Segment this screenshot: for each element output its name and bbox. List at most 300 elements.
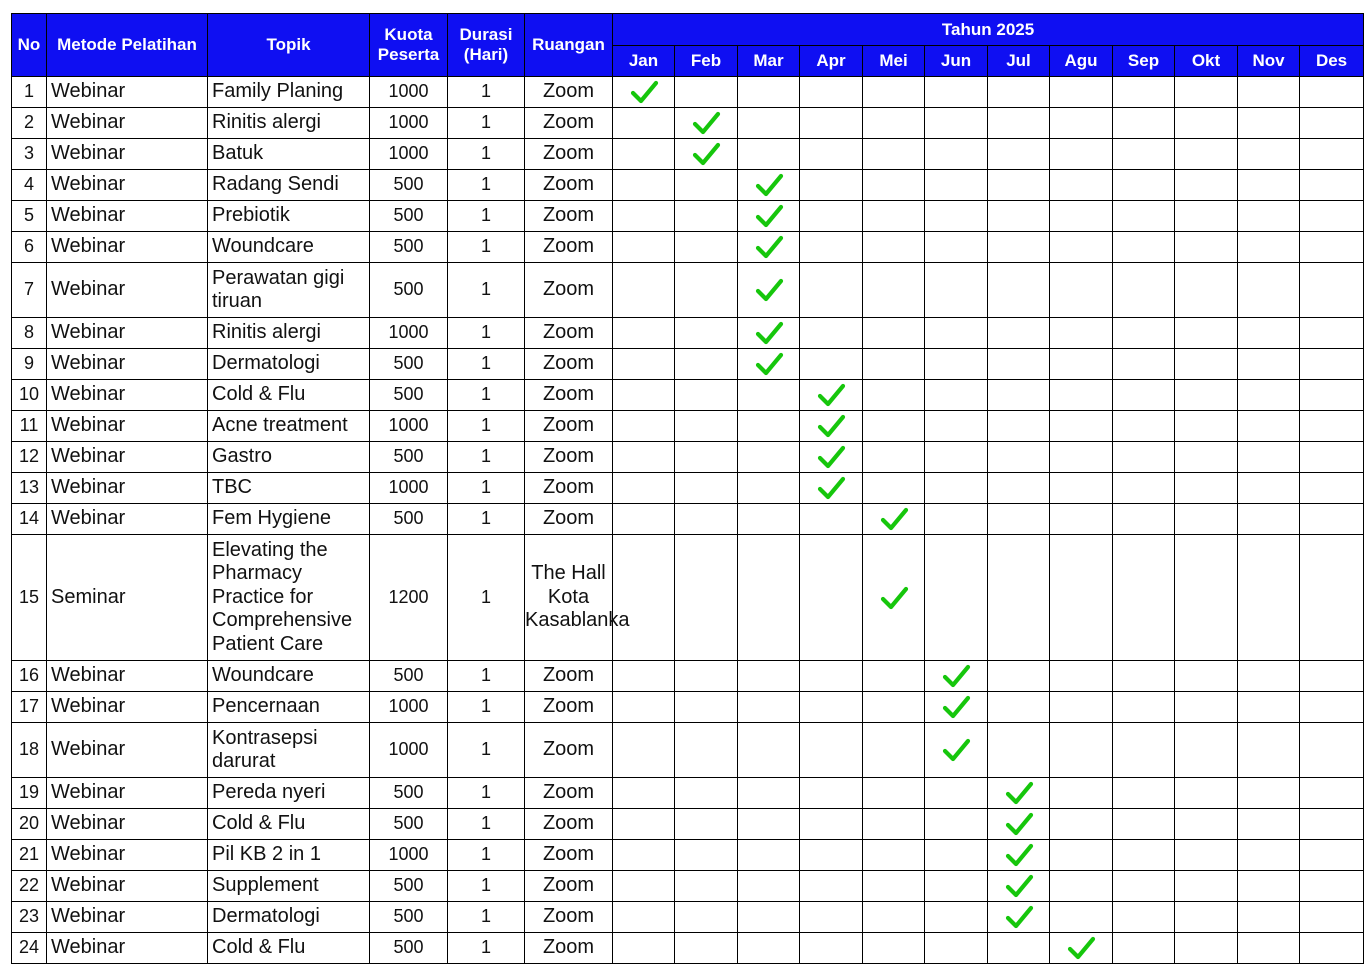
month-cell-jan bbox=[613, 411, 675, 442]
month-cell-jan bbox=[613, 232, 675, 263]
durasi-cell: 1 bbox=[448, 442, 525, 473]
durasi-cell: 1 bbox=[448, 77, 525, 108]
kuota-cell: 500 bbox=[370, 170, 448, 201]
month-cell-okt bbox=[1175, 504, 1238, 535]
month-cell-sep bbox=[1113, 77, 1175, 108]
metode-cell: Webinar bbox=[47, 902, 208, 933]
month-cell-nov bbox=[1238, 473, 1300, 504]
month-cell-nov bbox=[1238, 201, 1300, 232]
month-cell-feb bbox=[675, 809, 738, 840]
month-cell-okt bbox=[1175, 809, 1238, 840]
month-cell-jul bbox=[988, 108, 1050, 139]
topik-cell: Supplement bbox=[208, 871, 370, 902]
month-cell-jan bbox=[613, 380, 675, 411]
ruangan-cell: Zoom bbox=[525, 380, 613, 411]
table-row bbox=[12, 442, 1364, 473]
month-cell-apr bbox=[800, 692, 863, 723]
month-cell-okt bbox=[1175, 442, 1238, 473]
month-cell-apr bbox=[800, 723, 863, 778]
month-cell-apr bbox=[800, 871, 863, 902]
month-cell-jul bbox=[988, 380, 1050, 411]
table-row bbox=[12, 933, 1364, 964]
check-icon bbox=[754, 276, 784, 304]
month-cell-sep bbox=[1113, 933, 1175, 964]
metode-cell: Webinar bbox=[47, 504, 208, 535]
ruangan-cell: Zoom bbox=[525, 473, 613, 504]
month-cell-sep bbox=[1113, 263, 1175, 318]
topik-cell: Pencernaan bbox=[208, 692, 370, 723]
topik-cell: Woundcare bbox=[208, 661, 370, 692]
month-cell-apr bbox=[800, 442, 863, 473]
month-cell-nov bbox=[1238, 263, 1300, 318]
month-cell-apr bbox=[800, 318, 863, 349]
month-cell-jul bbox=[988, 442, 1050, 473]
check-icon bbox=[1004, 841, 1034, 869]
no-cell: 19 bbox=[12, 778, 47, 809]
month-cell-jun bbox=[925, 933, 988, 964]
kuota-cell: 1000 bbox=[370, 473, 448, 504]
month-cell-jan bbox=[613, 778, 675, 809]
durasi-cell: 1 bbox=[448, 840, 525, 871]
table-row bbox=[12, 902, 1364, 933]
month-cell-sep bbox=[1113, 661, 1175, 692]
no-cell: 11 bbox=[12, 411, 47, 442]
month-cell-jun bbox=[925, 504, 988, 535]
month-cell-jan bbox=[613, 504, 675, 535]
month-cell-sep bbox=[1113, 442, 1175, 473]
check-icon bbox=[754, 202, 784, 230]
kuota-cell: 1000 bbox=[370, 723, 448, 778]
durasi-cell: 1 bbox=[448, 692, 525, 723]
metode-cell: Webinar bbox=[47, 318, 208, 349]
month-cell-nov bbox=[1238, 723, 1300, 778]
month-cell-sep bbox=[1113, 318, 1175, 349]
kuota-cell: 1000 bbox=[370, 139, 448, 170]
month-cell-jan bbox=[613, 661, 675, 692]
month-cell-apr bbox=[800, 380, 863, 411]
header-ruangan: Ruangan bbox=[525, 14, 613, 77]
durasi-cell: 1 bbox=[448, 318, 525, 349]
month-cell-feb bbox=[675, 108, 738, 139]
month-cell-jun bbox=[925, 778, 988, 809]
topik-cell: Radang Sendi bbox=[208, 170, 370, 201]
metode-cell: Webinar bbox=[47, 139, 208, 170]
topik-cell: Cold & Flu bbox=[208, 933, 370, 964]
month-cell-jun bbox=[925, 318, 988, 349]
topik-cell: Batuk bbox=[208, 139, 370, 170]
no-cell: 16 bbox=[12, 661, 47, 692]
month-cell-mei bbox=[863, 411, 925, 442]
kuota-cell: 1000 bbox=[370, 77, 448, 108]
month-cell-mei bbox=[863, 232, 925, 263]
month-cell-mar bbox=[738, 170, 800, 201]
month-cell-mei bbox=[863, 535, 925, 661]
check-icon bbox=[1004, 810, 1034, 838]
month-cell-jan bbox=[613, 318, 675, 349]
month-cell-jan bbox=[613, 170, 675, 201]
month-cell-mei bbox=[863, 902, 925, 933]
month-cell-mar bbox=[738, 840, 800, 871]
month-cell-des bbox=[1300, 411, 1364, 442]
metode-cell: Webinar bbox=[47, 723, 208, 778]
month-cell-okt bbox=[1175, 692, 1238, 723]
kuota-cell: 500 bbox=[370, 380, 448, 411]
month-cell-mei bbox=[863, 692, 925, 723]
month-cell-mar bbox=[738, 473, 800, 504]
no-cell: 1 bbox=[12, 77, 47, 108]
month-cell-agu bbox=[1050, 840, 1113, 871]
ruangan-cell: Zoom bbox=[525, 661, 613, 692]
month-cell-jan bbox=[613, 809, 675, 840]
metode-cell: Webinar bbox=[47, 349, 208, 380]
month-cell-agu bbox=[1050, 380, 1113, 411]
metode-cell: Webinar bbox=[47, 871, 208, 902]
month-cell-apr bbox=[800, 108, 863, 139]
month-cell-nov bbox=[1238, 692, 1300, 723]
ruangan-cell: Zoom bbox=[525, 933, 613, 964]
month-cell-nov bbox=[1238, 840, 1300, 871]
month-cell-mar bbox=[738, 201, 800, 232]
month-cell-agu bbox=[1050, 442, 1113, 473]
month-cell-jul bbox=[988, 902, 1050, 933]
month-cell-des bbox=[1300, 902, 1364, 933]
check-icon bbox=[754, 171, 784, 199]
month-cell-okt bbox=[1175, 77, 1238, 108]
month-cell-nov bbox=[1238, 139, 1300, 170]
month-cell-mei bbox=[863, 504, 925, 535]
month-cell-apr bbox=[800, 263, 863, 318]
metode-cell: Webinar bbox=[47, 201, 208, 232]
metode-cell: Webinar bbox=[47, 77, 208, 108]
header-durasi: Durasi (Hari) bbox=[448, 14, 525, 77]
month-cell-sep bbox=[1113, 902, 1175, 933]
month-cell-feb bbox=[675, 473, 738, 504]
topik-cell: Cold & Flu bbox=[208, 380, 370, 411]
month-cell-apr bbox=[800, 535, 863, 661]
month-cell-apr bbox=[800, 201, 863, 232]
month-cell-agu bbox=[1050, 318, 1113, 349]
month-cell-nov bbox=[1238, 380, 1300, 411]
month-cell-apr bbox=[800, 902, 863, 933]
month-cell-mar bbox=[738, 661, 800, 692]
month-cell-mar bbox=[738, 349, 800, 380]
month-cell-jan bbox=[613, 692, 675, 723]
topik-cell: Acne treatment bbox=[208, 411, 370, 442]
month-cell-apr bbox=[800, 840, 863, 871]
durasi-cell: 1 bbox=[448, 411, 525, 442]
month-cell-mar bbox=[738, 232, 800, 263]
month-cell-des bbox=[1300, 661, 1364, 692]
month-cell-jul bbox=[988, 411, 1050, 442]
ruangan-cell: Zoom bbox=[525, 778, 613, 809]
check-icon bbox=[754, 233, 784, 261]
header-metode: Metode Pelatihan bbox=[47, 14, 208, 77]
month-cell-des bbox=[1300, 318, 1364, 349]
ruangan-cell: Zoom bbox=[525, 692, 613, 723]
month-cell-feb bbox=[675, 840, 738, 871]
no-cell: 23 bbox=[12, 902, 47, 933]
month-cell-mar bbox=[738, 723, 800, 778]
month-cell-agu bbox=[1050, 201, 1113, 232]
month-cell-jan bbox=[613, 263, 675, 318]
month-cell-jun bbox=[925, 692, 988, 723]
no-cell: 4 bbox=[12, 170, 47, 201]
month-cell-sep bbox=[1113, 349, 1175, 380]
table-row bbox=[12, 504, 1364, 535]
month-cell-agu bbox=[1050, 871, 1113, 902]
month-cell-nov bbox=[1238, 933, 1300, 964]
month-cell-jan bbox=[613, 108, 675, 139]
month-cell-okt bbox=[1175, 723, 1238, 778]
durasi-cell: 1 bbox=[448, 871, 525, 902]
month-cell-jul bbox=[988, 723, 1050, 778]
month-cell-des bbox=[1300, 232, 1364, 263]
durasi-cell: 1 bbox=[448, 380, 525, 411]
topik-cell: Rinitis alergi bbox=[208, 318, 370, 349]
month-cell-jun bbox=[925, 473, 988, 504]
month-cell-mar bbox=[738, 411, 800, 442]
metode-cell: Webinar bbox=[47, 778, 208, 809]
month-cell-apr bbox=[800, 778, 863, 809]
month-cell-feb bbox=[675, 442, 738, 473]
no-cell: 2 bbox=[12, 108, 47, 139]
kuota-cell: 500 bbox=[370, 902, 448, 933]
table-row bbox=[12, 318, 1364, 349]
month-cell-mar bbox=[738, 139, 800, 170]
month-cell-jun bbox=[925, 139, 988, 170]
durasi-cell: 1 bbox=[448, 232, 525, 263]
kuota-cell: 500 bbox=[370, 778, 448, 809]
month-cell-feb bbox=[675, 411, 738, 442]
month-cell-jan bbox=[613, 902, 675, 933]
month-cell-apr bbox=[800, 411, 863, 442]
month-cell-agu bbox=[1050, 411, 1113, 442]
month-cell-feb bbox=[675, 77, 738, 108]
month-cell-apr bbox=[800, 77, 863, 108]
month-cell-jul bbox=[988, 692, 1050, 723]
metode-cell: Webinar bbox=[47, 170, 208, 201]
no-cell: 14 bbox=[12, 504, 47, 535]
no-cell: 6 bbox=[12, 232, 47, 263]
month-cell-okt bbox=[1175, 263, 1238, 318]
month-cell-nov bbox=[1238, 170, 1300, 201]
ruangan-cell: Zoom bbox=[525, 108, 613, 139]
month-cell-sep bbox=[1113, 139, 1175, 170]
month-cell-agu bbox=[1050, 349, 1113, 380]
no-cell: 13 bbox=[12, 473, 47, 504]
month-cell-jun bbox=[925, 871, 988, 902]
month-cell-jun bbox=[925, 535, 988, 661]
month-cell-mei bbox=[863, 809, 925, 840]
month-cell-agu bbox=[1050, 232, 1113, 263]
month-cell-sep bbox=[1113, 840, 1175, 871]
month-cell-jan bbox=[613, 442, 675, 473]
topik-cell: TBC bbox=[208, 473, 370, 504]
durasi-cell: 1 bbox=[448, 263, 525, 318]
month-cell-okt bbox=[1175, 871, 1238, 902]
month-cell-okt bbox=[1175, 349, 1238, 380]
month-cell-feb bbox=[675, 871, 738, 902]
month-cell-okt bbox=[1175, 411, 1238, 442]
training-schedule-table bbox=[11, 13, 1364, 964]
ruangan-cell: Zoom bbox=[525, 318, 613, 349]
month-cell-feb bbox=[675, 723, 738, 778]
check-icon bbox=[816, 474, 846, 502]
month-cell-jun bbox=[925, 232, 988, 263]
month-cell-sep bbox=[1113, 380, 1175, 411]
month-cell-agu bbox=[1050, 535, 1113, 661]
month-header-jul: Jul bbox=[988, 46, 1050, 77]
month-cell-okt bbox=[1175, 108, 1238, 139]
month-cell-nov bbox=[1238, 535, 1300, 661]
ruangan-cell: Zoom bbox=[525, 349, 613, 380]
month-cell-jun bbox=[925, 840, 988, 871]
topik-cell: Elevating the Pharmacy Practice for Comprehensive Patient Care bbox=[208, 535, 370, 661]
topik-cell: Family Planing bbox=[208, 77, 370, 108]
month-cell-feb bbox=[675, 504, 738, 535]
ruangan-cell: Zoom bbox=[525, 139, 613, 170]
table-row bbox=[12, 201, 1364, 232]
month-cell-sep bbox=[1113, 411, 1175, 442]
month-cell-mar bbox=[738, 504, 800, 535]
month-cell-jan bbox=[613, 723, 675, 778]
check-icon bbox=[1004, 779, 1034, 807]
month-cell-jun bbox=[925, 809, 988, 840]
month-cell-jul bbox=[988, 933, 1050, 964]
metode-cell: Webinar bbox=[47, 108, 208, 139]
month-cell-jul bbox=[988, 349, 1050, 380]
month-cell-des bbox=[1300, 77, 1364, 108]
check-icon bbox=[1004, 872, 1034, 900]
check-icon bbox=[816, 443, 846, 471]
topik-cell: Pereda nyeri bbox=[208, 778, 370, 809]
table-row bbox=[12, 871, 1364, 902]
durasi-cell: 1 bbox=[448, 933, 525, 964]
no-cell: 5 bbox=[12, 201, 47, 232]
month-header-okt: Okt bbox=[1175, 46, 1238, 77]
topik-cell: Kontrasepsi darurat bbox=[208, 723, 370, 778]
no-cell: 3 bbox=[12, 139, 47, 170]
ruangan-cell: The Hall Kota Kasablanka bbox=[525, 535, 613, 661]
table-row bbox=[12, 809, 1364, 840]
metode-cell: Webinar bbox=[47, 232, 208, 263]
metode-cell: Webinar bbox=[47, 692, 208, 723]
ruangan-cell: Zoom bbox=[525, 232, 613, 263]
no-cell: 21 bbox=[12, 840, 47, 871]
month-cell-jul bbox=[988, 170, 1050, 201]
month-cell-apr bbox=[800, 809, 863, 840]
month-cell-nov bbox=[1238, 778, 1300, 809]
table-row bbox=[12, 411, 1364, 442]
no-cell: 22 bbox=[12, 871, 47, 902]
ruangan-cell: Zoom bbox=[525, 723, 613, 778]
month-cell-des bbox=[1300, 933, 1364, 964]
month-cell-des bbox=[1300, 263, 1364, 318]
month-cell-agu bbox=[1050, 504, 1113, 535]
month-cell-jun bbox=[925, 77, 988, 108]
month-cell-jul bbox=[988, 840, 1050, 871]
month-cell-nov bbox=[1238, 77, 1300, 108]
month-cell-mar bbox=[738, 902, 800, 933]
month-cell-sep bbox=[1113, 108, 1175, 139]
table-row bbox=[12, 139, 1364, 170]
table-row bbox=[12, 723, 1364, 778]
table-row bbox=[12, 778, 1364, 809]
month-cell-okt bbox=[1175, 380, 1238, 411]
metode-cell: Webinar bbox=[47, 263, 208, 318]
ruangan-cell: Zoom bbox=[525, 871, 613, 902]
kuota-cell: 500 bbox=[370, 504, 448, 535]
durasi-cell: 1 bbox=[448, 201, 525, 232]
month-cell-des bbox=[1300, 535, 1364, 661]
table-row bbox=[12, 380, 1364, 411]
month-cell-agu bbox=[1050, 778, 1113, 809]
month-cell-des bbox=[1300, 723, 1364, 778]
month-cell-jun bbox=[925, 902, 988, 933]
month-cell-sep bbox=[1113, 535, 1175, 661]
no-cell: 10 bbox=[12, 380, 47, 411]
month-cell-jun bbox=[925, 411, 988, 442]
month-header-mar: Mar bbox=[738, 46, 800, 77]
no-cell: 9 bbox=[12, 349, 47, 380]
month-cell-jan bbox=[613, 473, 675, 504]
month-cell-feb bbox=[675, 902, 738, 933]
month-cell-des bbox=[1300, 778, 1364, 809]
month-cell-okt bbox=[1175, 170, 1238, 201]
month-cell-okt bbox=[1175, 201, 1238, 232]
check-icon bbox=[879, 505, 909, 533]
check-icon bbox=[1004, 903, 1034, 931]
month-cell-sep bbox=[1113, 723, 1175, 778]
durasi-cell: 1 bbox=[448, 170, 525, 201]
kuota-cell: 500 bbox=[370, 809, 448, 840]
month-cell-mei bbox=[863, 139, 925, 170]
month-cell-jun bbox=[925, 170, 988, 201]
no-cell: 24 bbox=[12, 933, 47, 964]
month-cell-mei bbox=[863, 871, 925, 902]
month-cell-jul bbox=[988, 139, 1050, 170]
month-cell-sep bbox=[1113, 778, 1175, 809]
durasi-cell: 1 bbox=[448, 723, 525, 778]
month-cell-okt bbox=[1175, 318, 1238, 349]
month-cell-nov bbox=[1238, 232, 1300, 263]
topik-cell: Dermatologi bbox=[208, 902, 370, 933]
month-cell-jun bbox=[925, 349, 988, 380]
table-row bbox=[12, 108, 1364, 139]
month-cell-jul bbox=[988, 809, 1050, 840]
table-row bbox=[12, 170, 1364, 201]
kuota-cell: 500 bbox=[370, 232, 448, 263]
month-cell-apr bbox=[800, 349, 863, 380]
month-cell-jan bbox=[613, 840, 675, 871]
month-cell-nov bbox=[1238, 442, 1300, 473]
table-row bbox=[12, 661, 1364, 692]
month-cell-des bbox=[1300, 442, 1364, 473]
month-cell-jun bbox=[925, 442, 988, 473]
month-cell-sep bbox=[1113, 473, 1175, 504]
table-row bbox=[12, 77, 1364, 108]
table-row bbox=[12, 535, 1364, 661]
month-cell-nov bbox=[1238, 809, 1300, 840]
month-header-des: Des bbox=[1300, 46, 1364, 77]
month-cell-feb bbox=[675, 380, 738, 411]
durasi-cell: 1 bbox=[448, 504, 525, 535]
header-no: No bbox=[12, 14, 47, 77]
no-cell: 18 bbox=[12, 723, 47, 778]
month-cell-mar bbox=[738, 318, 800, 349]
check-icon bbox=[816, 412, 846, 440]
month-cell-mei bbox=[863, 170, 925, 201]
